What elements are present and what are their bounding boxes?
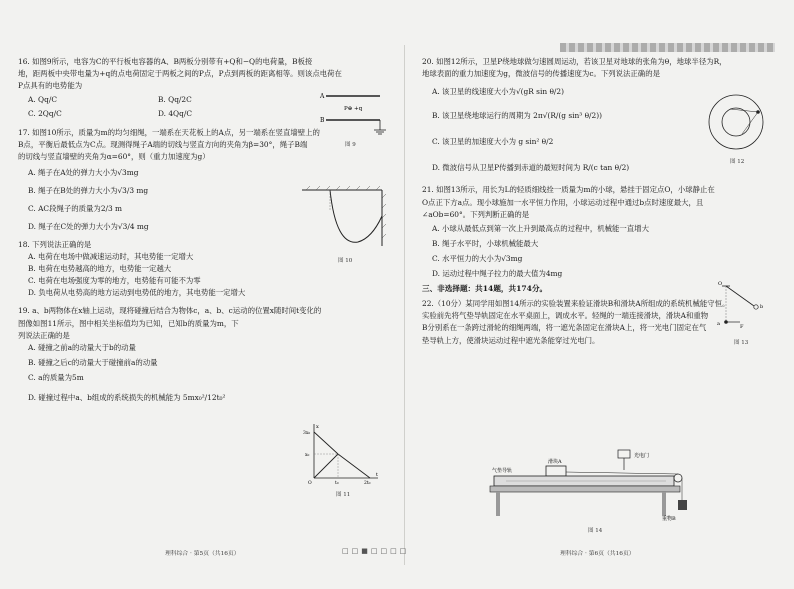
- q19-option-c: C. a的质量为5m: [28, 373, 84, 383]
- figure-13-pendulum: [716, 278, 776, 336]
- q20-option-d: D. 微波信号从卫星P传播到赤道的最短时间为 R/(c tan θ/2): [432, 163, 630, 173]
- q16-stem-line1: 16. 如图9所示，电容为C的平行板电容器的A、B两板分别带有+Q和−Q的电荷量，B板接: [18, 57, 313, 66]
- figure-14-caption: 图 14: [588, 528, 603, 534]
- page-5-footer: 理科综合 · 第5页（共16页）: [165, 551, 240, 557]
- figure-10-rope: [300, 186, 392, 252]
- q18-option-c: C. 电荷在电场强度为零的地方，电势能有可能不为零: [28, 276, 201, 286]
- q16-option-d: D. 4Qq/C: [158, 108, 192, 118]
- q20-option-c: C. 该卫星的加速度大小为 g sin² θ/2: [432, 137, 554, 147]
- q20-option-b: B. 该卫星绕地球运行的周期为 2π√(R/(g sin³ θ/2)): [432, 111, 602, 121]
- q19-option-a: A. 碰撞之前a的动量大于b的动量: [28, 343, 136, 353]
- q21-stem-line3: ∠aOb=60°。下列判断正确的是: [422, 209, 530, 219]
- q21-option-d: D. 运动过程中绳子拉力的最大值为4mg: [432, 269, 563, 279]
- fig9-label-b: B: [320, 117, 325, 124]
- figure-14-air-track: [486, 448, 696, 522]
- q16-stem-line3: P点具有的电势能为: [18, 81, 83, 91]
- q17-stem-line3: 的切线与竖直墙壁的夹角为α=60°，则（重力加速度为g）: [18, 152, 210, 162]
- q16-stem-line2: 地，距两板中央带电量为+q的点电荷固定于两板之间的P点，P点到两板的距离相等。则该点电荷在: [18, 69, 342, 79]
- q17-option-d: D. 绳子在C处的弹力大小为√3/4 mg: [28, 222, 149, 232]
- fig13-label-a: a: [717, 321, 720, 327]
- q18-option-b: B. 电荷在电势越高的地方，电势能一定越大: [28, 264, 172, 274]
- q17-option-c: C. AC段绳子的质量为2/3 m: [28, 204, 123, 214]
- q19-option-d: D. 碰撞过程中a、b组成的系统损失的机械能为 5mx₀²/12t₀²: [28, 393, 226, 403]
- fig11-tick-x0: x₀: [305, 453, 310, 458]
- q16-option-b: B. Qq/2C: [158, 94, 192, 104]
- q18-option-d: D. 负电荷从电势高的地方运动到电势低的地方，其电势能一定增大: [28, 288, 246, 298]
- fig13-label-f: F: [740, 324, 744, 330]
- q22-stem-line2: 实验前先将气垫导轨固定在水平桌面上，调成水平。轻绳的一端连接滑块，滑块A和重物: [422, 311, 709, 321]
- q20-stem-line2: 地球表面的重力加速度为g，微波信号的传播速度为c。下列说法正确的是: [422, 69, 660, 79]
- q19-stem-line3: 列说法正确的是: [18, 330, 70, 340]
- q21-option-c: C. 水平恒力的大小为√3mg: [432, 254, 523, 264]
- q22-stem-line1: 22.（10分）某同学用如图14所示的实验装置来验证滑块B和滑块A所组成的系统机械能守恒。: [422, 299, 730, 309]
- q21-option-a: A. 小球从最低点到第一次上升到最高点的过程中，机械能一直增大: [432, 224, 649, 234]
- page-6-footer: 理科综合 · 第6页（共16页）: [560, 551, 635, 557]
- figure-13-caption: 图 13: [734, 340, 749, 346]
- question-19: [18, 305, 390, 404]
- q17-option-a: A. 绳子在A处的弹力大小为√3mg: [28, 168, 139, 178]
- fig11-axis-x: x: [316, 424, 319, 430]
- figure-11-xt-graph: [302, 422, 382, 484]
- fig14-label-gate: 光电门: [634, 453, 650, 459]
- q19-option-b: B. 碰撞之后c的动量大于碰撞前a的动量: [28, 358, 158, 368]
- figure-11-caption: 图 11: [336, 492, 351, 498]
- figure-10-caption: 图 10: [338, 258, 353, 264]
- q19-stem-line1: 19. a、b两物体在x轴上运动，现将碰撞后结合为物体c，a、b、c运动的位置x随时间t变化的: [18, 306, 322, 316]
- fig13-label-b: b: [760, 304, 764, 310]
- q19-stem-line2: 图像如图11所示，图中相关坐标值均为已知，已知b的质量为m，下: [18, 318, 239, 328]
- q18-option-a: A. 电荷在电场中做减速运动时，其电势能一定增大: [28, 252, 194, 262]
- q21-option-b: B. 绳子水平时，小球机械能最大: [432, 239, 539, 249]
- q16-option-c: C. 2Qq/C: [28, 108, 62, 118]
- fig14-label-rail: 气垫导轨: [492, 468, 513, 474]
- fig13-label-o: O: [718, 281, 723, 287]
- q17-stem-line1: 17. 如图10所示，质量为m的均匀细绳，一端系在天花板上的A点，另一端系在竖直墙壁上的: [18, 127, 320, 137]
- section-3-heading: 三、非选择题：共14题，共174分。: [422, 284, 548, 294]
- figure-9-capacitor: [318, 90, 398, 138]
- figure-12-caption: 图 12: [730, 159, 745, 165]
- fig9-label-p: P⊕ +q: [344, 106, 363, 112]
- figure-9-caption: 图 9: [345, 142, 356, 148]
- fig14-label-weight: 重物B: [662, 516, 676, 522]
- fig11-axis-t: t: [376, 472, 379, 478]
- fig9-label-a: A: [320, 93, 325, 100]
- q20-option-a: A. 该卫星的线速度大小为√(gR sin θ/2): [432, 87, 564, 97]
- fig11-tick-t0: t₀: [335, 481, 339, 484]
- fig11-origin: O: [308, 481, 312, 484]
- q18-stem: 18. 下列说法正确的是: [18, 240, 92, 250]
- page-navigator: □□■□□□□: [342, 547, 410, 555]
- q17-stem-line2: B点，平衡后最低点为C点。现测得绳子A端的切线与竖直方向的夹角为β=30°，绳子B端: [18, 139, 308, 149]
- q16-option-a: A. Qq/C: [28, 94, 57, 104]
- q17-option-b: B. 绳子在B处的弹力大小为√3/3 mg: [28, 186, 149, 196]
- figure-12-satellite: [706, 92, 766, 154]
- q21-stem-line1: 21. 如图13所示，用长为L的轻质细线拴一质量为m的小球，悬挂于固定点O，小球静止在: [422, 185, 715, 195]
- q22-stem-line3: B分别系在一条跨过滑轮的细绳两端，将一遮光条固定在滑块A上，将一光电门固定在气: [422, 323, 707, 333]
- fig14-label-slider: 滑块A: [548, 459, 562, 465]
- q22-stem-line4: 垫导轨上方，使滑块运动过程中遮光条能穿过光电门。: [422, 335, 600, 345]
- q21-stem-line2: O点正下方a点。现小球施加一水平恒力作用，小球运动过程中通过b点时速度最大，且: [422, 197, 704, 207]
- fig11-tick-2t0: 2t₀: [364, 481, 371, 484]
- question-21: [422, 184, 782, 280]
- q20-stem-line1: 20. 如图12所示，卫星P绕地球做匀速圆周运动，若该卫星对地球的张角为θ，地球半径为R，: [422, 57, 727, 66]
- fig11-tick-3x0: 3x₀: [303, 431, 311, 436]
